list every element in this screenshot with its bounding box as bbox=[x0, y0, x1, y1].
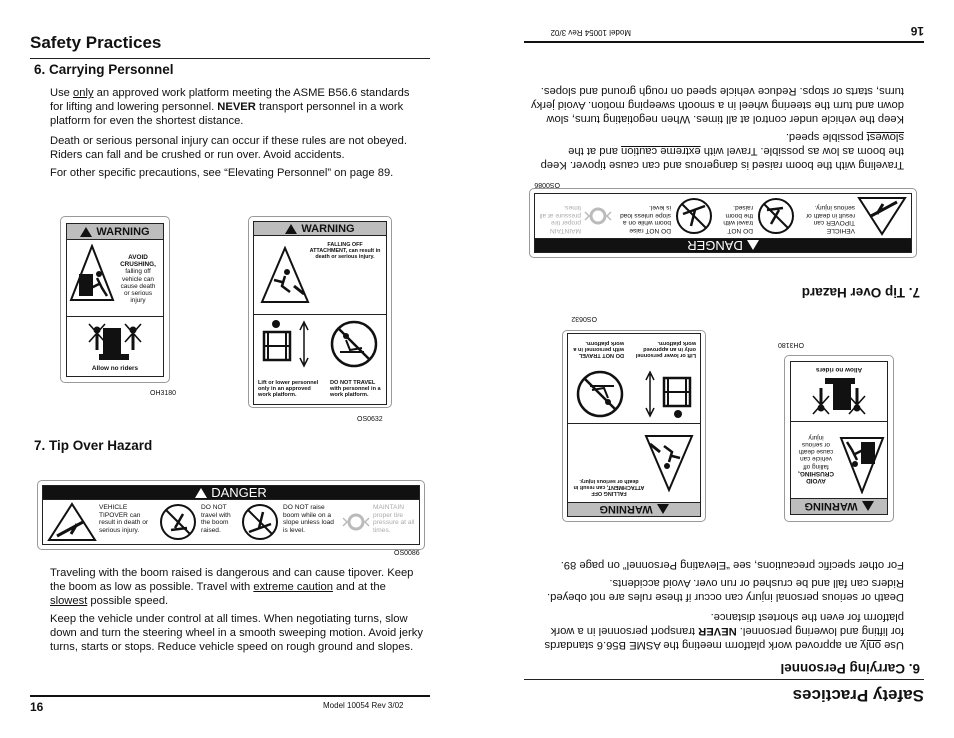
title-rule bbox=[524, 679, 924, 680]
maintain-tire-text: MAINTAIN proper tire pressure at all times. bbox=[373, 504, 415, 534]
section6-paragraph-1: Use only an approved work platform meeting the ASME B56.6 standards for lifting and lowering personnel. NEVER transport personnel in a work platform for even the shortest distance. bbox=[50, 87, 410, 128]
label-code-oh3180: OH3180 bbox=[777, 341, 804, 348]
page-number: 16 bbox=[30, 700, 44, 714]
warning-label-card-oh3180 bbox=[60, 216, 170, 383]
tipover-text: VEHICLE TIPOVER can result in death or serious injury. bbox=[99, 504, 149, 534]
label-code-os0086: OS0086 bbox=[534, 181, 560, 188]
section7-paragraph-2: Keep the vehicle under control at all times. When negotiating turns, slow down and turn the steering wheel in a smooth sweeping motion. Avoid jerky turns, starts or stops. Reduce vehicle speed on rough ground and slopes. bbox=[50, 613, 423, 654]
tire-pressure-icon bbox=[341, 508, 371, 536]
section6-heading: 6. Carrying Personnel bbox=[780, 661, 920, 676]
danger-triangle-icon bbox=[195, 488, 207, 498]
warning-triangle-icon bbox=[657, 505, 669, 515]
danger-label-os0086 bbox=[42, 485, 420, 545]
section7-paragraph-1: Traveling with the boom raised is dangerous and can cause tipover. Keep the boom as low as possible. Travel with extreme caution and at the slowest possible speed. bbox=[540, 130, 904, 171]
falling-off-attachment-text: FALLING OFF ATTACHMENT, can result in death or serious injury. bbox=[573, 478, 645, 496]
approved-platform-pictogram-icon bbox=[640, 364, 694, 420]
warning-label-os0632 bbox=[253, 221, 387, 405]
warning-triangle-icon bbox=[862, 502, 874, 512]
warning-label-card-oh3180 bbox=[784, 355, 894, 522]
section6-paragraph-2: Death or serious personal injury can occur if these rules are not obeyed. Riders can fall and be crushed or run over. Avoid accidents. bbox=[547, 576, 904, 603]
label-code-os0632: OS0632 bbox=[357, 416, 383, 423]
label-code-oh3180: OH3180 bbox=[150, 390, 177, 397]
warning-label-os0632 bbox=[567, 333, 701, 517]
section7-heading: 7. Tip Over Hazard bbox=[34, 438, 153, 453]
model-revision: Model 10054 Rev 3/02 bbox=[323, 701, 404, 710]
lift-lower-personnel-text: Lift or lower personnel only in an approved work platform. bbox=[258, 380, 319, 399]
section6-paragraph-3: For other specific precautions, see “Elevating Personnel” on page 89. bbox=[50, 167, 394, 179]
warning-header: WARNING bbox=[791, 498, 887, 514]
section6-paragraph-3: For other specific precautions, see “Elevating Personnel” on page 89. bbox=[560, 559, 904, 571]
danger-label-card-os0086 bbox=[37, 480, 425, 550]
no-travel-boom-raised-icon bbox=[157, 502, 199, 542]
no-riders-pictogram-icon bbox=[811, 374, 867, 418]
section7-heading: 7. Tip Over Hazard bbox=[801, 285, 920, 300]
page-number: 16 bbox=[910, 24, 924, 38]
warning-label-card-os0632 bbox=[248, 216, 392, 408]
falling-person-pictogram-icon bbox=[644, 432, 694, 492]
danger-cells bbox=[43, 500, 419, 544]
crushing-pictogram-icon bbox=[839, 434, 885, 494]
do-not-travel-text: DO NOT TRAVEL with personnel in a work platform. bbox=[330, 380, 381, 399]
section7-paragraph-2: Keep the vehicle under control at all times. When negotiating turns, slow down and turn the steering wheel in a smooth sweeping motion. Avoid jerky turns, starts or stops. Reduce vehicle speed on rough ground and slopes. bbox=[531, 84, 904, 125]
tipover-pictogram-icon bbox=[47, 502, 97, 542]
crushing-pictogram-icon bbox=[69, 244, 115, 304]
no-travel-pictogram-icon bbox=[328, 318, 382, 374]
warning-label-card-os0632 bbox=[562, 330, 706, 522]
no-travel-text: DO NOT travel with the boom raised. bbox=[201, 504, 231, 534]
footer-rule bbox=[30, 695, 430, 697]
tipover-pictogram-icon bbox=[857, 196, 907, 236]
oh3180-warning-text: AVOID CRUSHING, falling off vehicle can cause death or serious injury bbox=[120, 254, 156, 305]
tire-pressure-icon bbox=[583, 202, 613, 230]
approved-platform-pictogram-icon bbox=[260, 318, 314, 374]
danger-header: DANGER bbox=[43, 486, 419, 500]
label-code-os0086: OS0086 bbox=[394, 550, 420, 557]
allow-no-riders-text: Allow no riders bbox=[815, 366, 863, 373]
falling-person-pictogram-icon bbox=[260, 246, 310, 306]
danger-cells bbox=[535, 194, 911, 238]
model-revision: Model 10054 Rev 3/02 bbox=[550, 28, 631, 37]
warning-label-oh3180 bbox=[790, 361, 888, 515]
right-page-rotated bbox=[477, 0, 954, 738]
no-raise-text: DO NOT raise boom while on a slope unless load is level. bbox=[283, 504, 334, 534]
maintain-tire-text: MAINTAIN proper tire pressure at all times. bbox=[539, 204, 581, 234]
lift-lower-personnel-text: Lift or lower personnel only in an approved work platform. bbox=[635, 339, 696, 358]
warning-header: WARNING bbox=[568, 502, 700, 516]
footer-rule bbox=[524, 41, 924, 43]
no-raise-text: DO NOT raise boom while on a slope unless load is level. bbox=[620, 204, 671, 234]
warning-header: WARNING bbox=[254, 222, 386, 236]
no-raise-on-slope-icon bbox=[673, 196, 715, 236]
no-riders-pictogram-icon bbox=[87, 320, 143, 364]
danger-label-os0086 bbox=[534, 193, 912, 253]
danger-header: DANGER bbox=[535, 238, 911, 252]
falling-off-attachment-text: FALLING OFF ATTACHMENT, can result in death or serious injury. bbox=[309, 242, 381, 260]
do-not-travel-text: DO NOT TRAVEL with personnel in a work platform. bbox=[573, 339, 624, 358]
page-title: Safety Practices bbox=[30, 33, 162, 52]
section6-paragraph-2: Death or serious personal injury can occur if these rules are not obeyed. Riders can fall and be crushed or run over. Avoid accidents. bbox=[50, 135, 407, 162]
allow-no-riders-text: Allow no riders bbox=[91, 365, 139, 372]
label-code-os0632: OS0632 bbox=[571, 315, 597, 322]
danger-triangle-icon bbox=[747, 241, 759, 251]
warning-triangle-icon bbox=[285, 224, 297, 234]
section6-heading: 6. Carrying Personnel bbox=[34, 62, 174, 77]
warning-triangle-icon bbox=[80, 227, 92, 237]
title-rule bbox=[30, 58, 430, 59]
danger-label-card-os0086 bbox=[529, 188, 917, 258]
warning-label-oh3180 bbox=[66, 223, 164, 377]
warning-header: WARNING bbox=[67, 224, 163, 240]
section7-paragraph-1: Traveling with the boom raised is dangerous and can cause tipover. Keep the boom as low as possible. Travel with extreme caution and at the slowest possible speed. bbox=[50, 567, 414, 608]
section6-paragraph-1: Use only an approved work platform meeting the ASME B56.6 standards for lifting and lowering personnel. NEVER transport personnel in a work platform for even the shortest distance. bbox=[544, 610, 904, 651]
no-travel-boom-raised-icon bbox=[755, 196, 797, 236]
page-title: Safety Practices bbox=[792, 686, 924, 705]
oh3180-warning-text: AVOID CRUSHING, falling off vehicle can cause death or serious injury bbox=[798, 433, 834, 484]
tipover-text: VEHICLE TIPOVER can result in death or serious injury. bbox=[805, 204, 855, 234]
no-travel-pictogram-icon bbox=[572, 364, 626, 420]
no-raise-on-slope-icon bbox=[239, 502, 281, 542]
no-travel-text: DO NOT travel with the boom raised. bbox=[723, 204, 753, 234]
